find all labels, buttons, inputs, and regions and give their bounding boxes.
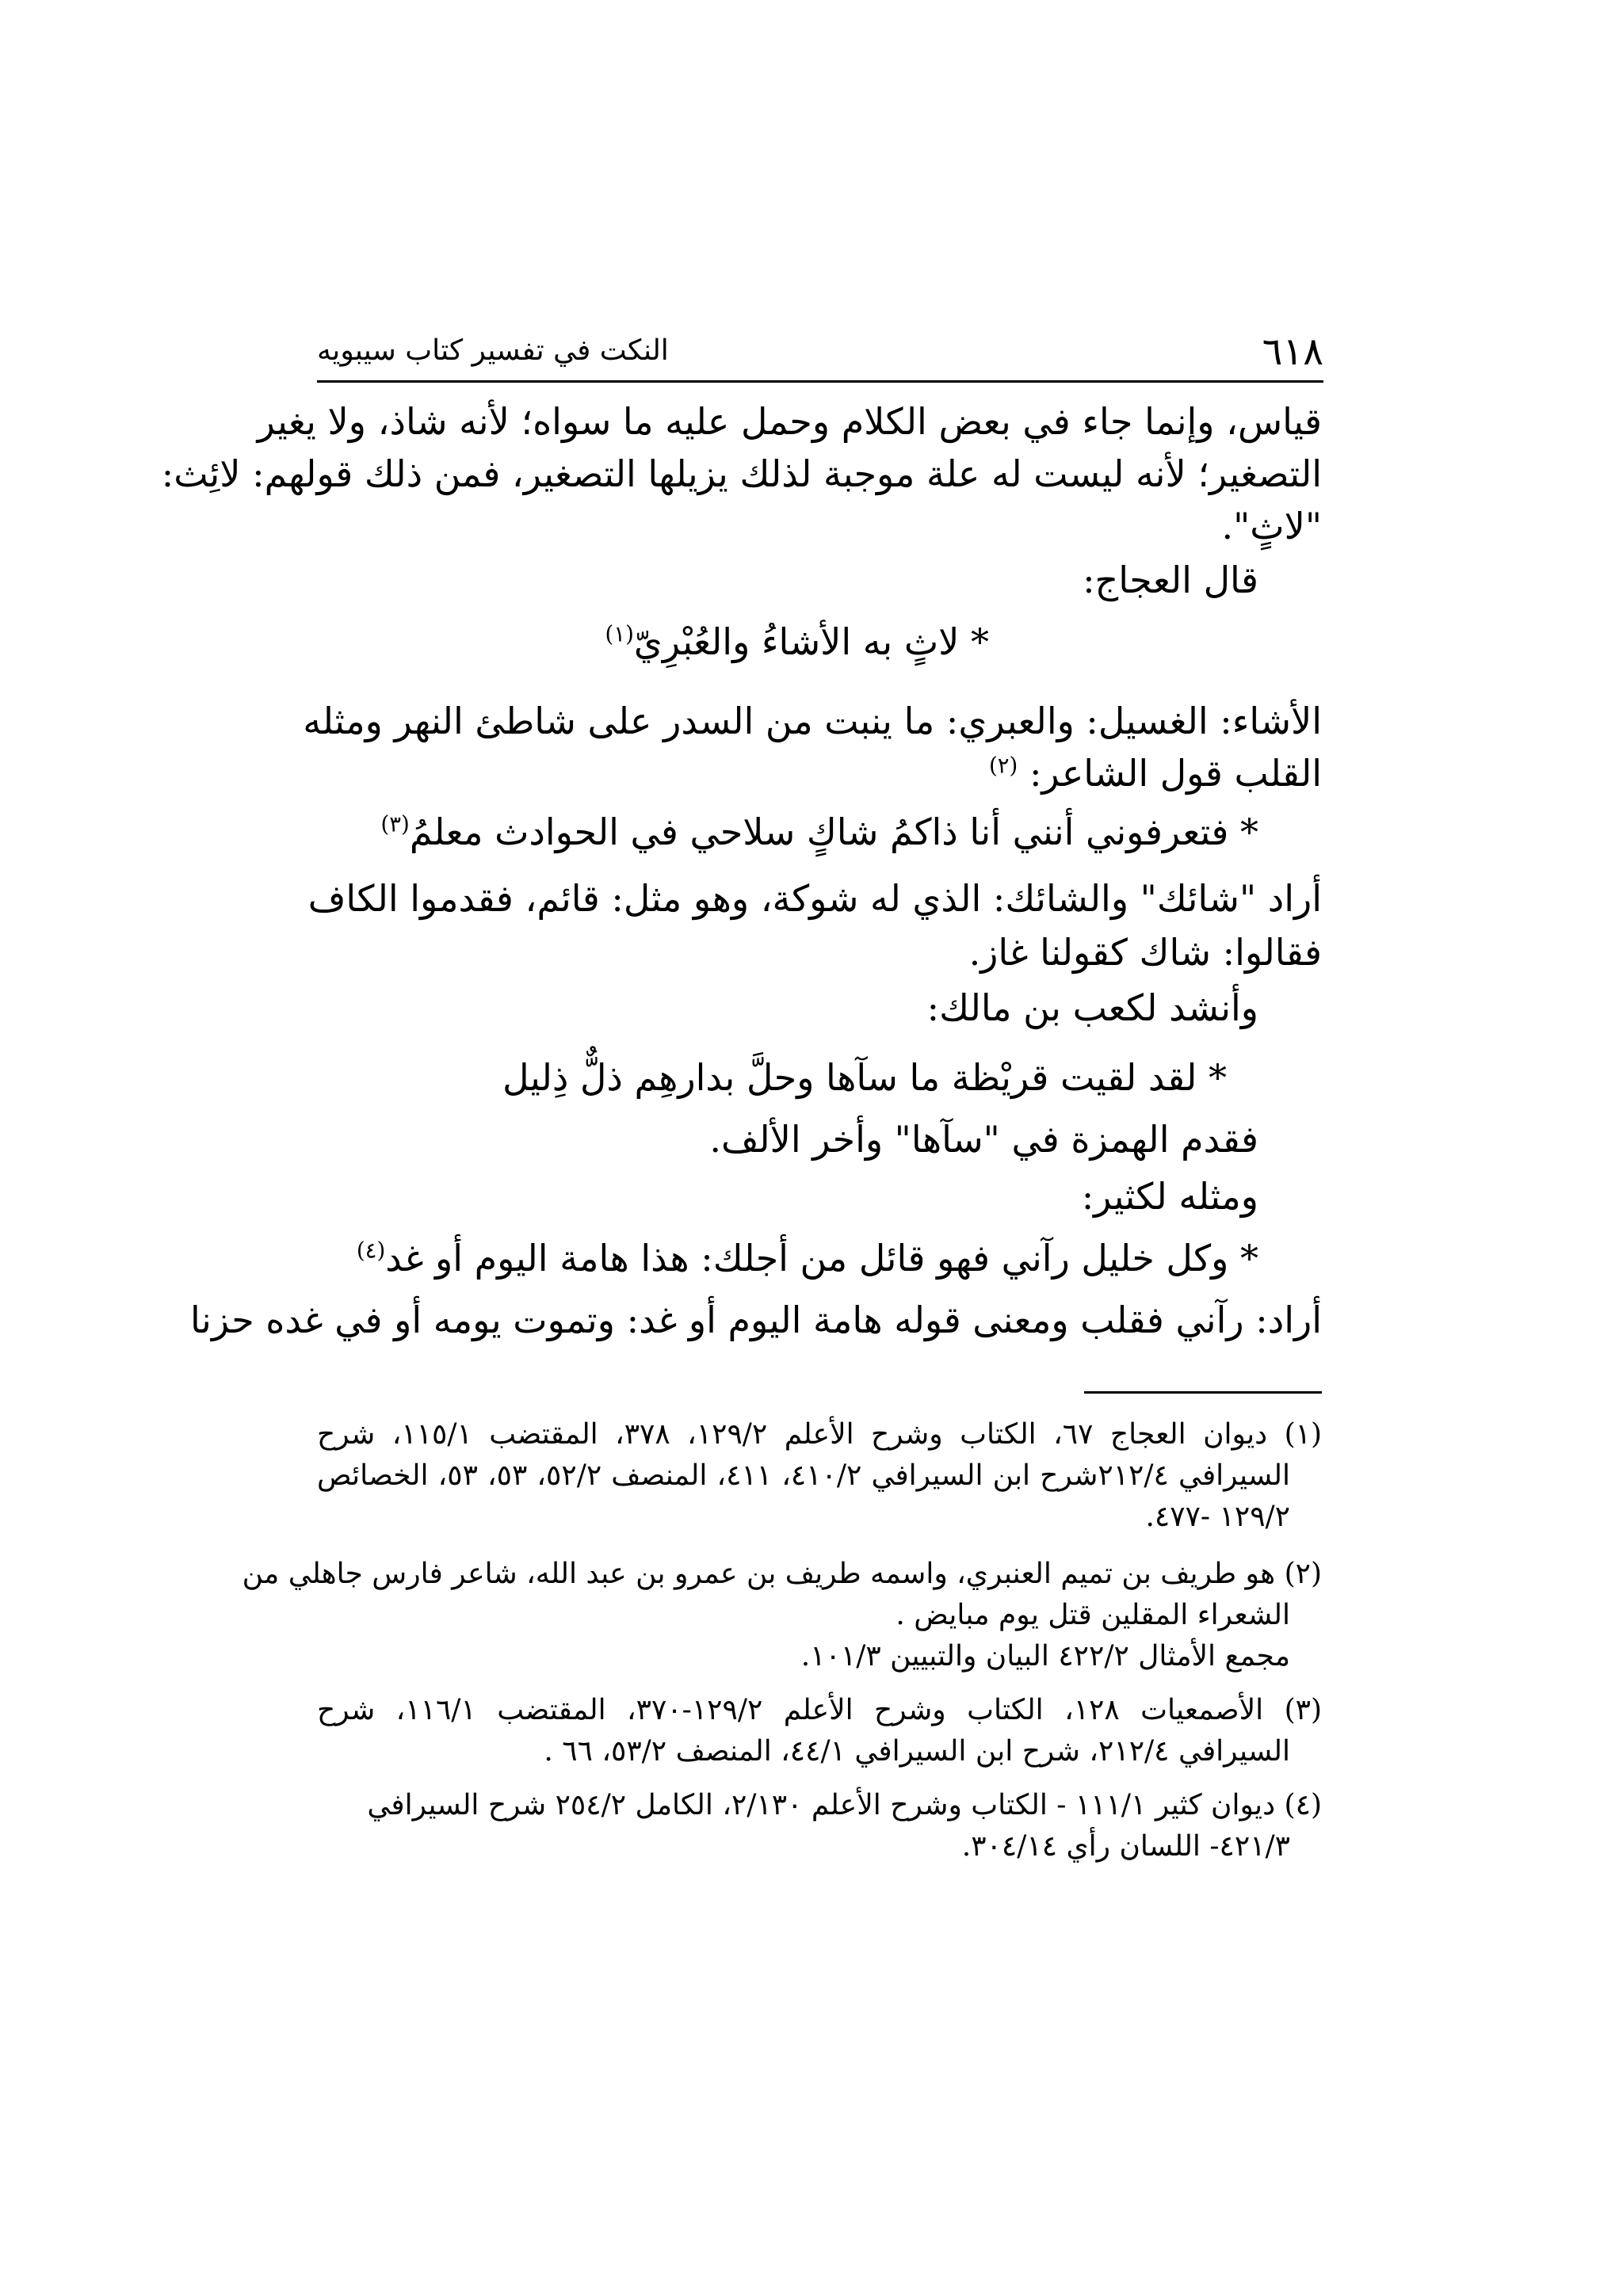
body-line: [989, 749, 1322, 797]
body-text: القلب قول الشاعر:: [1029, 752, 1322, 795]
footnote-line: ٤٢١/٣- اللسان رأي ٣٠٤/١٤.: [961, 1830, 1290, 1863]
footnote-line: السيرافي ٢١٢/٤شرح ابن السيرافي ٤١٠/٢، ٤١١، المنصف ٥٢/٢، ٥٣، ٥٣، الخصائص: [317, 1459, 1290, 1492]
verse-text: * لاثٍ به الأشاءُ والعُبْرِيّ: [633, 620, 989, 663]
verse-line: * لقد لقيت قريْظة ما سآها وحلَّ بدارهِم ذلٌّ ذِليل: [502, 1056, 1227, 1099]
footnote-line: (١) ديوان العجاج ٦٧، الكتاب وشرح الأعلم ١٢٩/٢، ٣٧٨، المقتضب ١١٥/١، شرح: [317, 1418, 1323, 1451]
body-line: قياس، وإنما جاء في بعض الكلام وحمل عليه ما سواه؛ لأنه شاذ، ولا يغير: [257, 400, 1322, 443]
body-line: قال العجاج:: [1083, 559, 1258, 601]
verse-text: * وكل خليل رآني فهو قائل من أجلك: هذا هامة اليوم أو غد: [385, 1237, 1258, 1280]
body-line: الأشاء: الغسيل: والعبري: ما ينبت من السدر على شاطئ النهر ومثله: [303, 700, 1322, 742]
footnote-separator: [1084, 1391, 1322, 1394]
body-line: ومثله لكثير:: [1081, 1175, 1258, 1218]
running-header: [317, 325, 1323, 383]
body-line: فقدم الهمزة في "سآها" وأخر الألف.: [709, 1118, 1258, 1161]
footnote-line: (٤) ديوان كثير ١١١/١ - الكتاب وشرح الأعلم ٢/١٣٠، الكامل ٢٥٤/٢ شرح السيرافي: [367, 1789, 1322, 1821]
footnote-line: السيرافي ٢١٢/٤، شرح ابن السيرافي ٤٤/١، المنصف ٥٣/٢، ٦٦ .: [544, 1735, 1290, 1768]
verse-line: [605, 618, 989, 666]
footnote-line: مجمع الأمثال ٤٢٢/٢ البيان والتبيين ١٠١/٣.: [800, 1640, 1290, 1672]
footnote-line: ١٢٩/٢ -٤٧٧.: [1145, 1501, 1290, 1533]
verse-line: [380, 808, 1258, 856]
footnote-ref: (٣): [380, 810, 410, 837]
footnote-ref: (٢): [988, 752, 1018, 779]
footnote-ref: (٤): [356, 1237, 386, 1264]
body-line: "لاثٍ".: [1221, 505, 1322, 547]
footnote-line: (٢) هو طريف بن تميم العنبري، واسمه طريف بن عمرو بن عبد الله، شاعر فارس جاهلي من: [242, 1558, 1322, 1590]
body-line: فقالوا: شاك كقولنا غاز.: [968, 931, 1322, 974]
book-title: النكت في تفسير كتاب سيبويه: [317, 334, 669, 367]
footnote-line: الشعراء المقلين قتل يوم مبايض .: [896, 1599, 1290, 1631]
body-line: وأنشد لكعب بن مالك:: [926, 986, 1258, 1029]
footnote-ref: (١): [605, 620, 634, 647]
page-number: ٦١٨: [1262, 330, 1323, 374]
verse-line: [357, 1234, 1258, 1282]
body-line: أراد: رآني فقلب ومعنى قوله هامة اليوم أو غد: وتموت يومه أو في غده حزنا: [190, 1299, 1322, 1341]
verse-text: * فتعرفوني أنني أنا ذاكمُ شاكٍ سلاحي في الحوادث معلمُ: [409, 810, 1258, 853]
footnote-line: (٣) الأصمعيات ١٢٨، الكتاب وشرح الأعلم ١٢٩/٢-٣٧٠، المقتضب ١١٦/١، شرح: [317, 1694, 1322, 1726]
body-line: أراد "شائك" والشائك: الذي له شوكة، وهو مثل: قائم، فقدموا الكاف: [307, 877, 1322, 920]
body-line: التصغير؛ لأنه ليست له علة موجبة لذلك يزيلها التصغير، فمن ذلك قولهم: لائِث:: [161, 452, 1322, 495]
